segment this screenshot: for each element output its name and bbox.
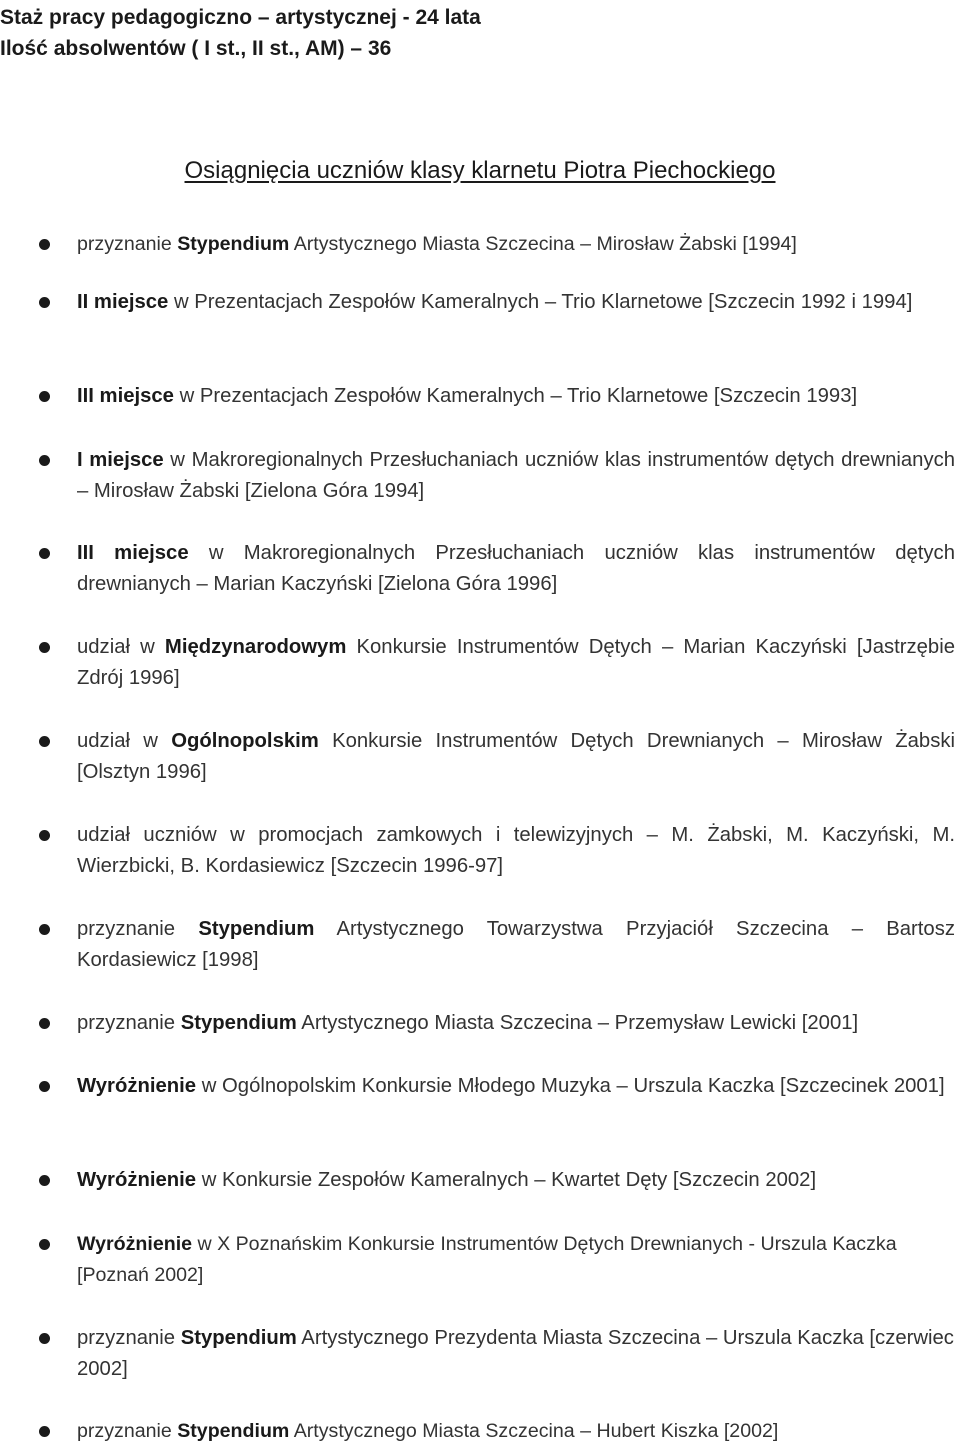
bullet-icon [39,1018,50,1029]
graduates-line: Ilość absolwentów ( I st., II st., AM) – 36 [0,37,392,60]
item-text: przyznanie Stypendium Artystycznego Miasta Szczecina – Mirosław Żabski [1994] [77,233,797,255]
bullet-icon [39,1426,50,1437]
item-text: udział w Międzynarodowym Konkursie Instrumentów Dętych – Marian Kaczyński [Jastrzębie Zdrój 1996] [77,636,955,689]
bullet-icon [39,297,50,308]
item-text: III miejsce w Makroregionalnych Przesłuchaniach uczniów klas instrumentów dętych drewnianych – Marian Kaczyński [Zielona Góra 1996] [77,542,955,595]
bullet-icon [39,642,50,653]
bullet-icon [39,239,50,250]
item-text: przyznanie Stypendium Artystycznego Miasta Szczecina – Przemysław Lewicki [2001] [77,1012,859,1034]
bullet-icon [39,391,50,402]
item-text: przyznanie Stypendium Artystycznego Prezydenta Miasta Szczecina – Urszula Kaczka [czerwiec 2002] [77,1327,954,1380]
bullet-icon [39,1333,50,1344]
item-text: Wyróżnienie w Konkursie Zespołów Kameralnych – Kwartet Dęty [Szczecin 2002] [77,1169,817,1191]
bullet-icon [39,1239,50,1250]
experience-line: Staż pracy pedagogiczno – artystycznej - 24 lata [0,6,481,29]
bullet-icon [39,548,50,559]
bullet-icon [39,1175,50,1186]
item-text: I miejsce w Makroregionalnych Przesłuchaniach uczniów klas instrumentów dętych drewnianych – Mirosław Żabski [Zielona Góra 1994] [77,449,956,502]
item-text: Wyróżnienie w X Poznańskim Konkursie Instrumentów Dętych Drewnianych - Urszula Kaczka [Poznań 2002] [77,1233,897,1286]
item-text: udział uczniów w promocjach zamkowych i telewizyjnych – M. Żabski, M. Kaczyński, M. Wierzbicki, B. Kordasiewicz [Szczecin 1996-97] [77,824,955,877]
bullet-icon [39,455,50,466]
bullet-icon [39,1081,50,1092]
teacher-info [0,2,481,64]
bullet-icon [39,830,50,841]
bullet-icon [39,924,50,935]
item-text: udział w Ogólnopolskim Konkursie Instrumentów Dętych Drewnianych – Mirosław Żabski [Olsztyn 1996] [77,730,955,783]
item-text: Wyróżnienie w Ogólnopolskim Konkursie Młodego Muzyka – Urszula Kaczka [Szczecinek 2001] [77,1075,945,1097]
item-text: II miejsce w Prezentacjach Zespołów Kameralnych – Trio Klarnetowe [Szczecin 1992 i 1994] [77,291,913,313]
bullet-icon [39,736,50,747]
section-title: Osiągnięcia uczniów klasy klarnetu Piotra Piechockiego [184,157,776,184]
item-text: przyznanie Stypendium Artystycznego Towarzystwa Przyjaciół Szczecina – Bartosz Kordasiewicz [1998] [77,918,955,971]
item-text: przyznanie Stypendium Artystycznego Miasta Szczecina – Hubert Kiszka [2002] [77,1420,779,1442]
item-text: III miejsce w Prezentacjach Zespołów Kameralnych – Trio Klarnetowe [Szczecin 1993] [77,385,858,407]
